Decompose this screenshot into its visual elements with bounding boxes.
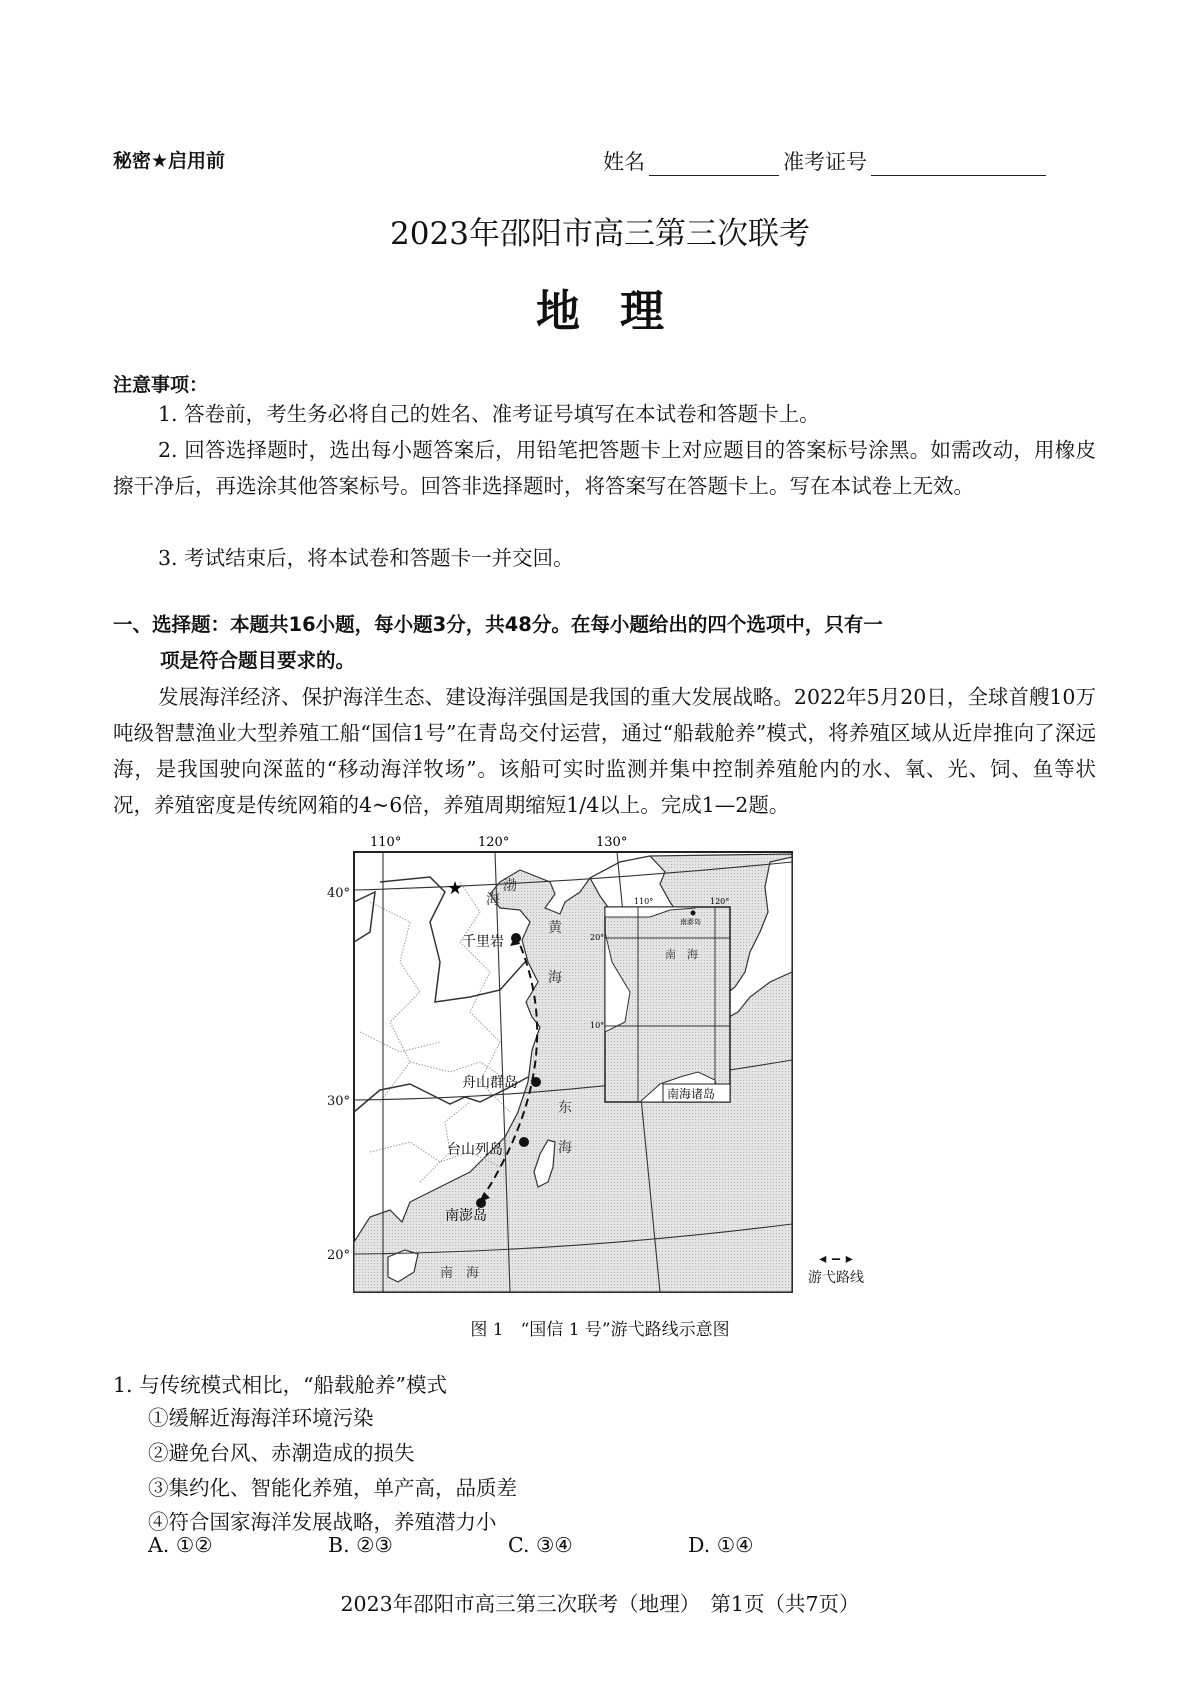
bohai-label-2: 海	[486, 892, 500, 908]
lat-label-40: 40°	[327, 886, 351, 901]
statement-3: ③集约化、智能化养殖，单产高，品质差	[148, 1476, 517, 1500]
route-map	[350, 822, 810, 1302]
section-heading-line1: 一、选择题：本题共16小题，每小题3分，共48分。在每小题给出的四个选项中，只有一	[113, 613, 883, 636]
south-china-sea-inset	[590, 897, 730, 1102]
choice-d[interactable]: D. ①④	[688, 1533, 754, 1557]
page-footer: 2023年邵阳市高三第三次联考（地理） 第1页（共7页）	[340, 1592, 860, 1616]
yellow-sea-label-1: 黄	[548, 920, 562, 936]
subject-title: 地理	[536, 286, 704, 337]
qianliyan-label: 千里岩	[462, 934, 504, 950]
confidential-label: 秘密★启用前	[113, 150, 226, 172]
bohai-label-1: 渤	[503, 878, 517, 894]
name-blank[interactable]	[649, 153, 779, 176]
candidate-info	[603, 146, 1050, 176]
question-1-stem: 1. 与传统模式相比，“船载舱养”模式	[113, 1373, 448, 1397]
lon-label-120: 120°	[478, 835, 510, 850]
nanpeng-point	[476, 1198, 486, 1208]
map-figure	[350, 822, 810, 1306]
name-label: 姓名	[603, 150, 645, 174]
nanpeng-label: 南澎岛	[445, 1208, 487, 1224]
exam-id-blank[interactable]	[871, 153, 1046, 176]
inset-nanpeng-label: 南澎岛	[680, 918, 701, 926]
choice-c[interactable]: C. ③④	[508, 1533, 573, 1557]
figure-caption: 图 1 “国信 1 号”游弋路线示意图	[470, 1320, 730, 1340]
inset-lon-110: 110°	[634, 897, 654, 906]
east-sea-label-1: 东	[558, 1100, 572, 1116]
passage: 发展海洋经济、保护海洋生态、建设海洋强国是我国的重大发展战略。2022年5月20日，全球首艘10万吨级智慧渔业大型养殖工船“国信1号”在青岛交付运营，通过“船载舱养”模式，将养殖区域从近岸推向了深远海，是我国驶向深蓝的“移动海洋牧场”。该船可实时监测并集中控制养殖舱内的水、氧、光、饲、鱼等状况，养殖密度是传统网箱的4~6倍，养殖周期缩短1/4以上。完成1—2题。	[113, 685, 1096, 817]
lon-label-110: 110°	[370, 835, 402, 850]
qianliyan-point	[511, 933, 521, 943]
statement-2: ②避免台风、赤潮造成的损失	[148, 1441, 415, 1465]
map-legend	[808, 1251, 864, 1287]
notice-item-1: 1. 答卷前，考生务必将自己的姓名、准考证号填写在本试卷和答题卡上。	[158, 402, 820, 426]
exam-title: 2023年邵阳市高三第三次联考	[390, 216, 810, 252]
taishan-label: 台山列岛	[447, 1142, 503, 1158]
inset-sea-label: 南 海	[665, 948, 698, 961]
south-sea-label: 南 海	[440, 1266, 480, 1281]
yellow-sea-label-2: 海	[548, 970, 562, 986]
lon-label-130: 130°	[596, 835, 628, 850]
section-heading	[113, 607, 1098, 679]
east-sea-label-2: 海	[558, 1140, 572, 1156]
answer-choices	[148, 1533, 868, 1557]
inset-title: 南海诸岛	[667, 1087, 716, 1101]
lat-label-30: 30°	[327, 1094, 351, 1109]
inset-lon-120: 120°	[710, 897, 730, 906]
statement-1: ①缓解近海海洋环境污染	[148, 1406, 374, 1430]
capital-star-icon: ★	[447, 878, 464, 899]
choice-b[interactable]: B. ②③	[328, 1533, 393, 1557]
notice-heading: 注意事项：	[113, 374, 209, 396]
inset-lat-20: 20°	[590, 933, 605, 942]
route-legend-label: 游弋路线	[808, 1270, 864, 1286]
exam-id-label: 准考证号	[783, 150, 867, 174]
inset-lat-10: 10°	[590, 1021, 605, 1030]
lat-label-20: 20°	[327, 1248, 351, 1263]
taishan-point	[519, 1137, 529, 1147]
section-heading-line2: 项是符合题目要求的。	[160, 649, 356, 672]
route-legend-icon: ◂ ‒ ▸	[819, 1251, 853, 1267]
notice-item-3: 3. 考试结束后，将本试卷和答题卡一并交回。	[158, 546, 574, 570]
choice-a[interactable]: A. ①②	[148, 1533, 213, 1557]
zhoushan-point	[531, 1077, 541, 1087]
notice-item-2: 2. 回答选择题时，选出每小题答案后，用铅笔把答题卡上对应题目的答案标号涂黑。如需改动，用橡皮擦干净后，再选涂其他答案标号。回答非选择题时，将答案写在答题卡上。写在本试卷上无效。	[113, 438, 1096, 498]
zhoushan-label: 舟山群岛	[462, 1075, 518, 1091]
statement-4: ④符合国家海洋发展战略，养殖潜力小	[148, 1510, 497, 1534]
